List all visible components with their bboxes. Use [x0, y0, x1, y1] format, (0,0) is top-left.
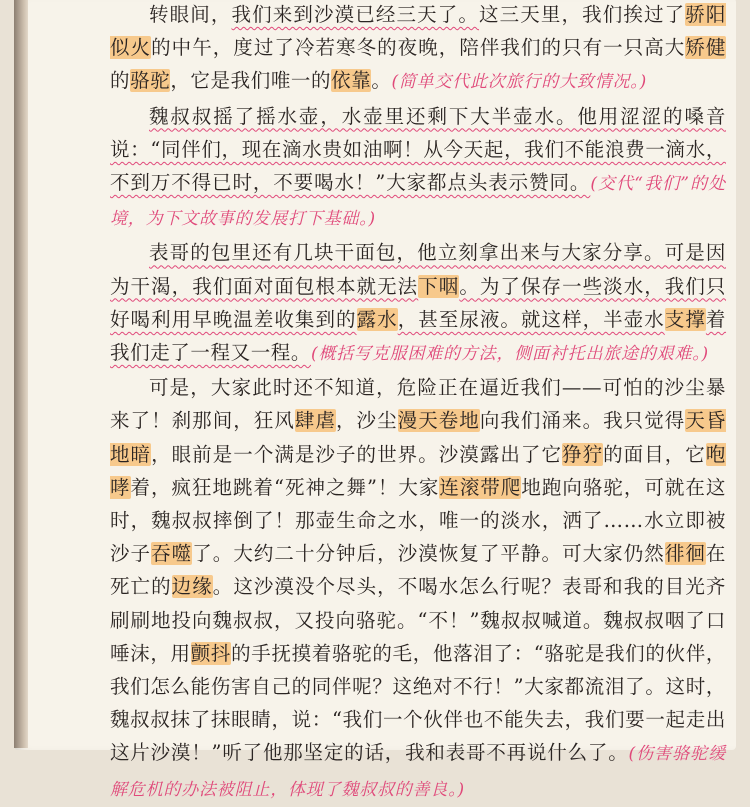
annotation-note: (简单交代此次旅行的大致情况。) — [391, 72, 648, 93]
body-text: 在死亡的 — [110, 542, 727, 599]
body-text: 。这沙漠没个尽头，不喝水怎么行呢？表哥和我的目光齐刷刷地投向魏叔叔，又投向骆驼。“不！”魏叔叔喊道。魏叔叔咽了口唾沫，用 — [110, 575, 726, 665]
underlined-text: ，甚至尿液。就这样，半壶水 — [397, 307, 665, 331]
highlighted-word: 徘徊 — [664, 542, 706, 566]
highlighted-word: 天昏地暗 — [110, 409, 726, 466]
underlined-text: 。为了保存一些淡水，我们只好喝利用早晚温差收集到的 — [110, 274, 726, 331]
page-spine-shadow — [14, 0, 28, 748]
highlighted-word: 咆哮 — [110, 442, 726, 499]
underlined-text: 魏叔叔摇了摇水壶，水壶里还剩下大半壶水。他用涩涩的嗓音说：“同伴们，现在滴水贵如油啊！从今天起，我们不能浪费一滴水，不到万不得已时，不要喝水！”大家都点头表示赞同。 — [110, 104, 726, 195]
paragraph — [110, 0, 726, 100]
body-text: 的中午，度过了冷若寒冬的夜晚，陪伴我们的只有一只高大 — [151, 36, 686, 60]
highlighted-word: 支撑 — [664, 307, 706, 331]
body-text: 了。大约二十分钟后，沙漠恢复了平静。可大家仍然 — [192, 542, 665, 566]
underlined-text: 我们来到沙漠已经三天了。 — [231, 3, 479, 26]
body-text: 的面目，它 — [603, 442, 706, 466]
body-text: 着，疯狂地跳着“死神之舞”！大家 — [130, 475, 440, 499]
highlighted-word: 吞噬 — [151, 542, 193, 566]
highlighted-word: 连滚带爬 — [439, 475, 522, 499]
paragraph — [110, 236, 726, 371]
highlighted-word: 依靠 — [331, 69, 372, 93]
body-text: 的手抚摸着骆驼的毛，他落泪了：“骆驼是我们的伙伴，我们怎么能伤害自己的同伴呢？这绝对不行！”大家都流泪了。这时，魏叔叔抹了抹眼睛，说：“我们一个伙伴也不能失去，我们要一起走出这片沙漠！”听了他那坚定的话，我和表哥不再说什么了。 — [110, 641, 727, 765]
article-body — [110, 0, 726, 807]
body-text: 向我们涌来。我只觉得 — [479, 409, 686, 433]
annotation-note: (交代“我们”的处境，为下文故事的发展打下基础。) — [110, 174, 727, 230]
highlighted-word: 矫健 — [685, 36, 727, 60]
highlighted-word: 露水 — [356, 307, 398, 331]
body-text: ，它是我们唯一的 — [170, 69, 332, 93]
book-page — [14, 0, 736, 800]
highlighted-word: 肆虐 — [294, 409, 337, 433]
highlighted-word: 骆驼 — [130, 69, 171, 93]
paragraph — [110, 100, 726, 237]
highlighted-word: 边缘 — [171, 575, 213, 599]
highlighted-word: 下咽 — [418, 274, 460, 298]
underlined-text: 表哥的包里还有几块干面包，他立刻拿出来与大家分享。可是因为干渴，我们面对面包根本就无法 — [110, 241, 726, 298]
body-text: 转眼间， — [149, 3, 232, 26]
highlighted-word: 颤抖 — [190, 641, 232, 665]
body-text: 这三天里，我们挨过了 — [479, 3, 686, 26]
body-text: ，沙尘 — [336, 409, 398, 433]
body-text: 可是，大家此时还不知道，危险正在逼近我们——可怕的沙尘暴来了！刹那间，狂风 — [110, 376, 726, 433]
body-text: 。 — [371, 69, 392, 93]
annotation-note: (伤害骆驼缓解危机的办法被阻止，体现了魏叔叔的善良。) — [110, 744, 726, 800]
annotation-note: (概括写克服困难的方法，侧面衬托出旅途的艰难。) — [311, 344, 709, 365]
body-text: 地跑向骆驼，可就在这时，魏叔叔摔倒了！那壶生命之水，唯一的淡水，洒了……水立即被沙子 — [110, 475, 726, 566]
underlined-text: 着我们走了一程又一程。 — [110, 307, 727, 365]
paragraph — [110, 371, 726, 807]
body-text: ，眼前是一个满是沙子的世界。沙漠露出了它 — [151, 442, 563, 466]
highlighted-word: 狰狞 — [562, 442, 604, 466]
body-text: 的 — [110, 69, 131, 93]
highlighted-word: 骄阳似火 — [110, 3, 726, 60]
highlighted-word: 漫天卷地 — [397, 409, 480, 433]
